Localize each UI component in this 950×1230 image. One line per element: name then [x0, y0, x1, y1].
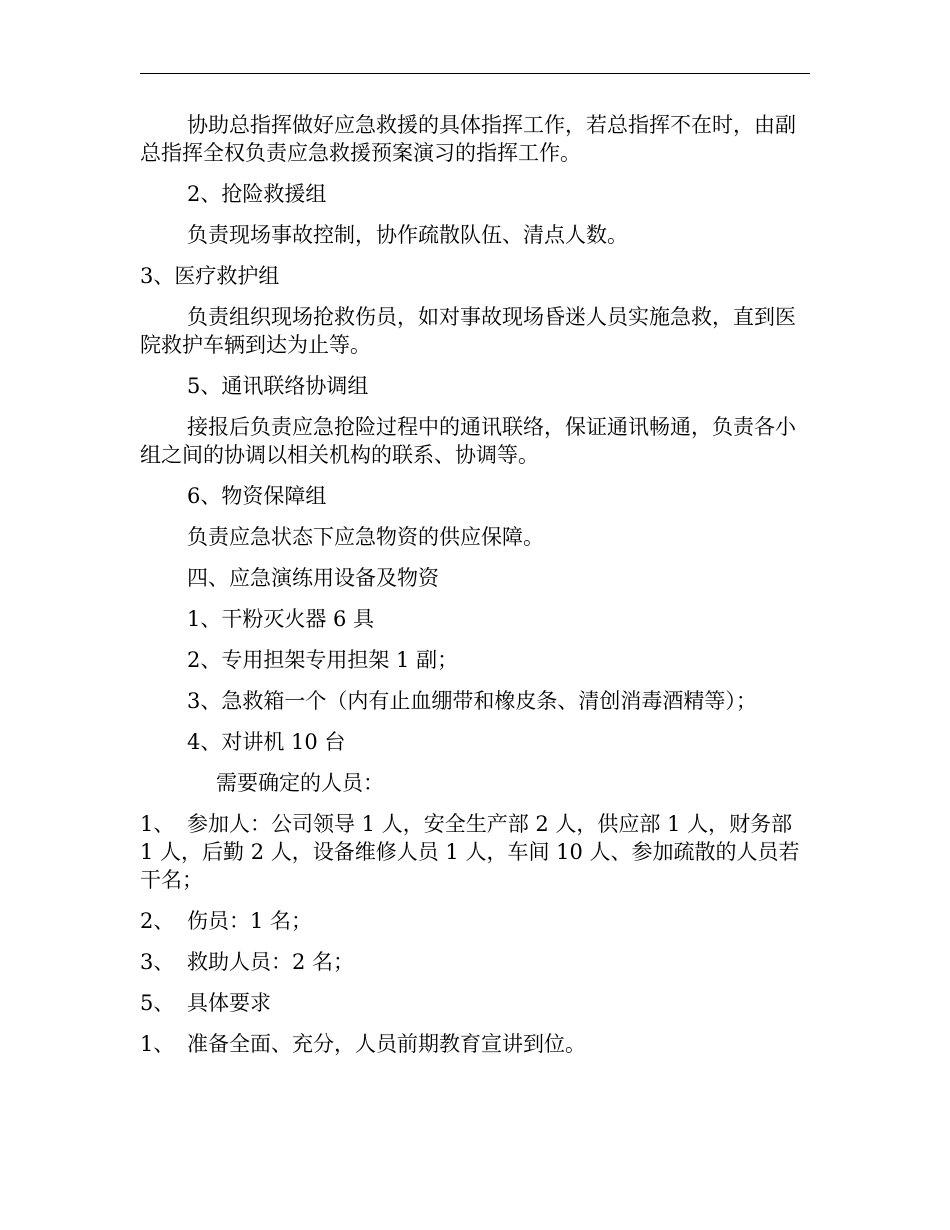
- list-number: 1、: [140, 812, 175, 836]
- list-item: [140, 907, 810, 935]
- section-heading: 3、医疗救护组: [140, 264, 280, 288]
- paragraph: 接报后负责应急抢险过程中的通讯联络，保证通讯畅通，负责各小组之间的协调以相关机构的联系、协调等。: [140, 415, 796, 467]
- equipment-item: 1、干粉灭火器 6 具: [187, 607, 375, 631]
- list-item: [140, 810, 810, 894]
- equipment-item: 2、专用担架专用担架 1 副；: [187, 648, 459, 672]
- list-number: 3、: [140, 950, 175, 974]
- section-heading: 6、物资保障组: [187, 484, 327, 508]
- subheading: 需要确定的人员：: [216, 771, 384, 795]
- list-text: 具体要求: [187, 991, 271, 1015]
- section-heading: 5、通讯联络协调组: [187, 374, 369, 398]
- equipment-item: 4、对讲机 10 台: [187, 730, 346, 754]
- section-heading: 四、应急演练用设备及物资: [187, 566, 439, 590]
- equipment-item: 3、急救箱一个（内有止血绷带和橡皮条、清创消毒酒精等）；: [187, 689, 757, 713]
- paragraph: 负责组织现场抢救伤员，如对事故现场昏迷人员实施急救，直到医院救护车辆到达为止等。: [140, 305, 796, 357]
- list-number: 5、: [140, 991, 175, 1015]
- paragraph: 负责应急状态下应急物资的供应保障。: [187, 525, 544, 549]
- list-item: [140, 989, 810, 1017]
- list-item: [140, 1030, 810, 1058]
- list-text: 伤员：1 名；: [187, 909, 313, 933]
- list-number: 2、: [140, 909, 175, 933]
- list-text: 参加人：公司领导 1 人，安全生产部 2 人，供应部 1 人，财务部 1 人，后勤 2 人，设备维修人员 1 人，车间 10 人、参加疏散的人员若干名；: [140, 812, 800, 892]
- header-rule: [140, 73, 810, 74]
- document-body: [140, 111, 810, 1071]
- paragraph: 负责现场事故控制，协作疏散队伍、清点人数。: [187, 223, 628, 247]
- paragraph: 协助总指挥做好应急救援的具体指挥工作，若总指挥不在时，由副总指挥全权负责应急救援预案演习的指挥工作。: [140, 113, 796, 165]
- list-text: 准备全面、充分，人员前期教育宣讲到位。: [187, 1032, 586, 1056]
- list-item: [140, 948, 810, 976]
- list-number: 1、: [140, 1032, 175, 1056]
- list-text: 救助人员：2 名；: [187, 950, 355, 974]
- section-heading: 2、抢险救援组: [187, 182, 327, 206]
